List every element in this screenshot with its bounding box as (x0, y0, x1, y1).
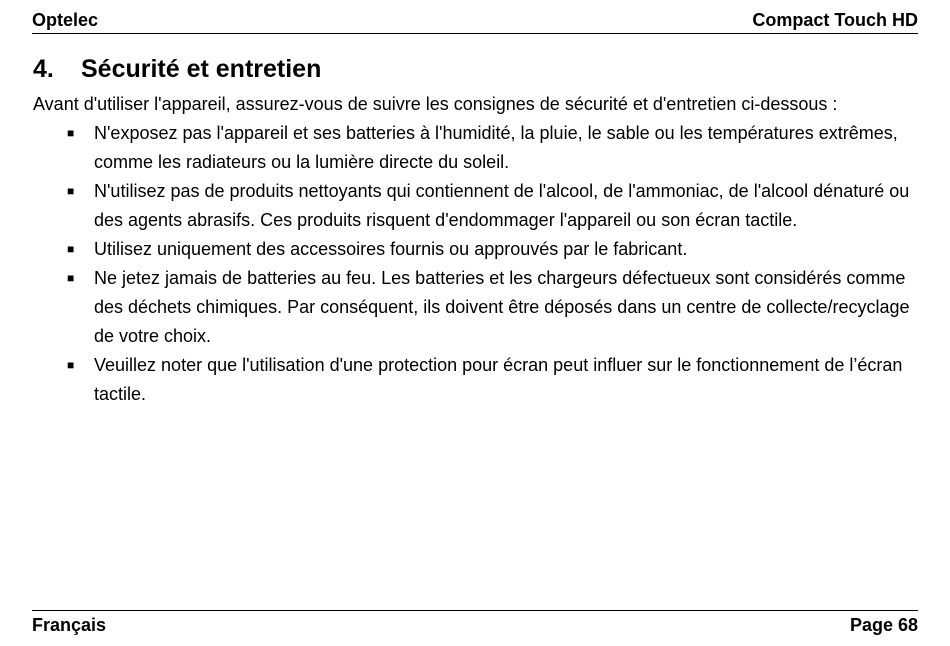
section-heading (33, 55, 913, 84)
page-footer (32, 610, 918, 636)
bullet-icon: ■ (67, 184, 75, 198)
section-number: 4. (33, 55, 54, 83)
list-item-text: Ne jetez jamais de batteries au feu. Les batteries et les chargeurs défectueux sont considérés comme des déchets chimiques. Par conséquent, ils doivent être déposés dans un centre de collecte/recyclage de votre choix. (94, 268, 910, 346)
list-item (33, 351, 913, 409)
main-content (33, 55, 913, 409)
footer-language: Français (32, 615, 107, 635)
list-item-text: Veuillez noter que l'utilisation d'une protection pour écran peut influer sur le fonctionnement de l’écran tactile. (94, 355, 903, 404)
footer-page-number: Page 68 (849, 615, 918, 635)
intro-paragraph: Avant d'utiliser l'appareil, assurez-vous de suivre les consignes de sécurité et d'entretien ci-dessous : (33, 94, 838, 114)
safety-list (33, 119, 913, 409)
list-item (33, 235, 913, 264)
list-item (33, 119, 913, 177)
list-item-text: N'exposez pas l'appareil et ses batteries à l'humidité, la pluie, le sable ou les températures extrêmes, comme les radiateurs ou la lumière directe du soleil. (94, 123, 898, 172)
bullet-icon: ■ (67, 126, 75, 140)
list-item-text: N'utilisez pas de produits nettoyants qui contiennent de l'alcool, de l'ammoniac, de l'alcool dénaturé ou des agents abrasifs. Ces produits risquent d'endommager l'appareil ou son écran tactile. (94, 181, 910, 230)
list-item-text: Utilisez uniquement des accessoires fournis ou approuvés par le fabricant. (94, 239, 688, 259)
bullet-icon: ■ (67, 242, 75, 256)
header-product: Compact Touch HD (752, 10, 918, 30)
list-item (33, 264, 913, 351)
bullet-icon: ■ (67, 358, 75, 372)
list-item (33, 177, 913, 235)
bullet-icon: ■ (67, 271, 75, 285)
section-title: Sécurité et entretien (81, 55, 322, 83)
header-brand: Optelec (32, 10, 99, 30)
page-header (32, 6, 918, 34)
